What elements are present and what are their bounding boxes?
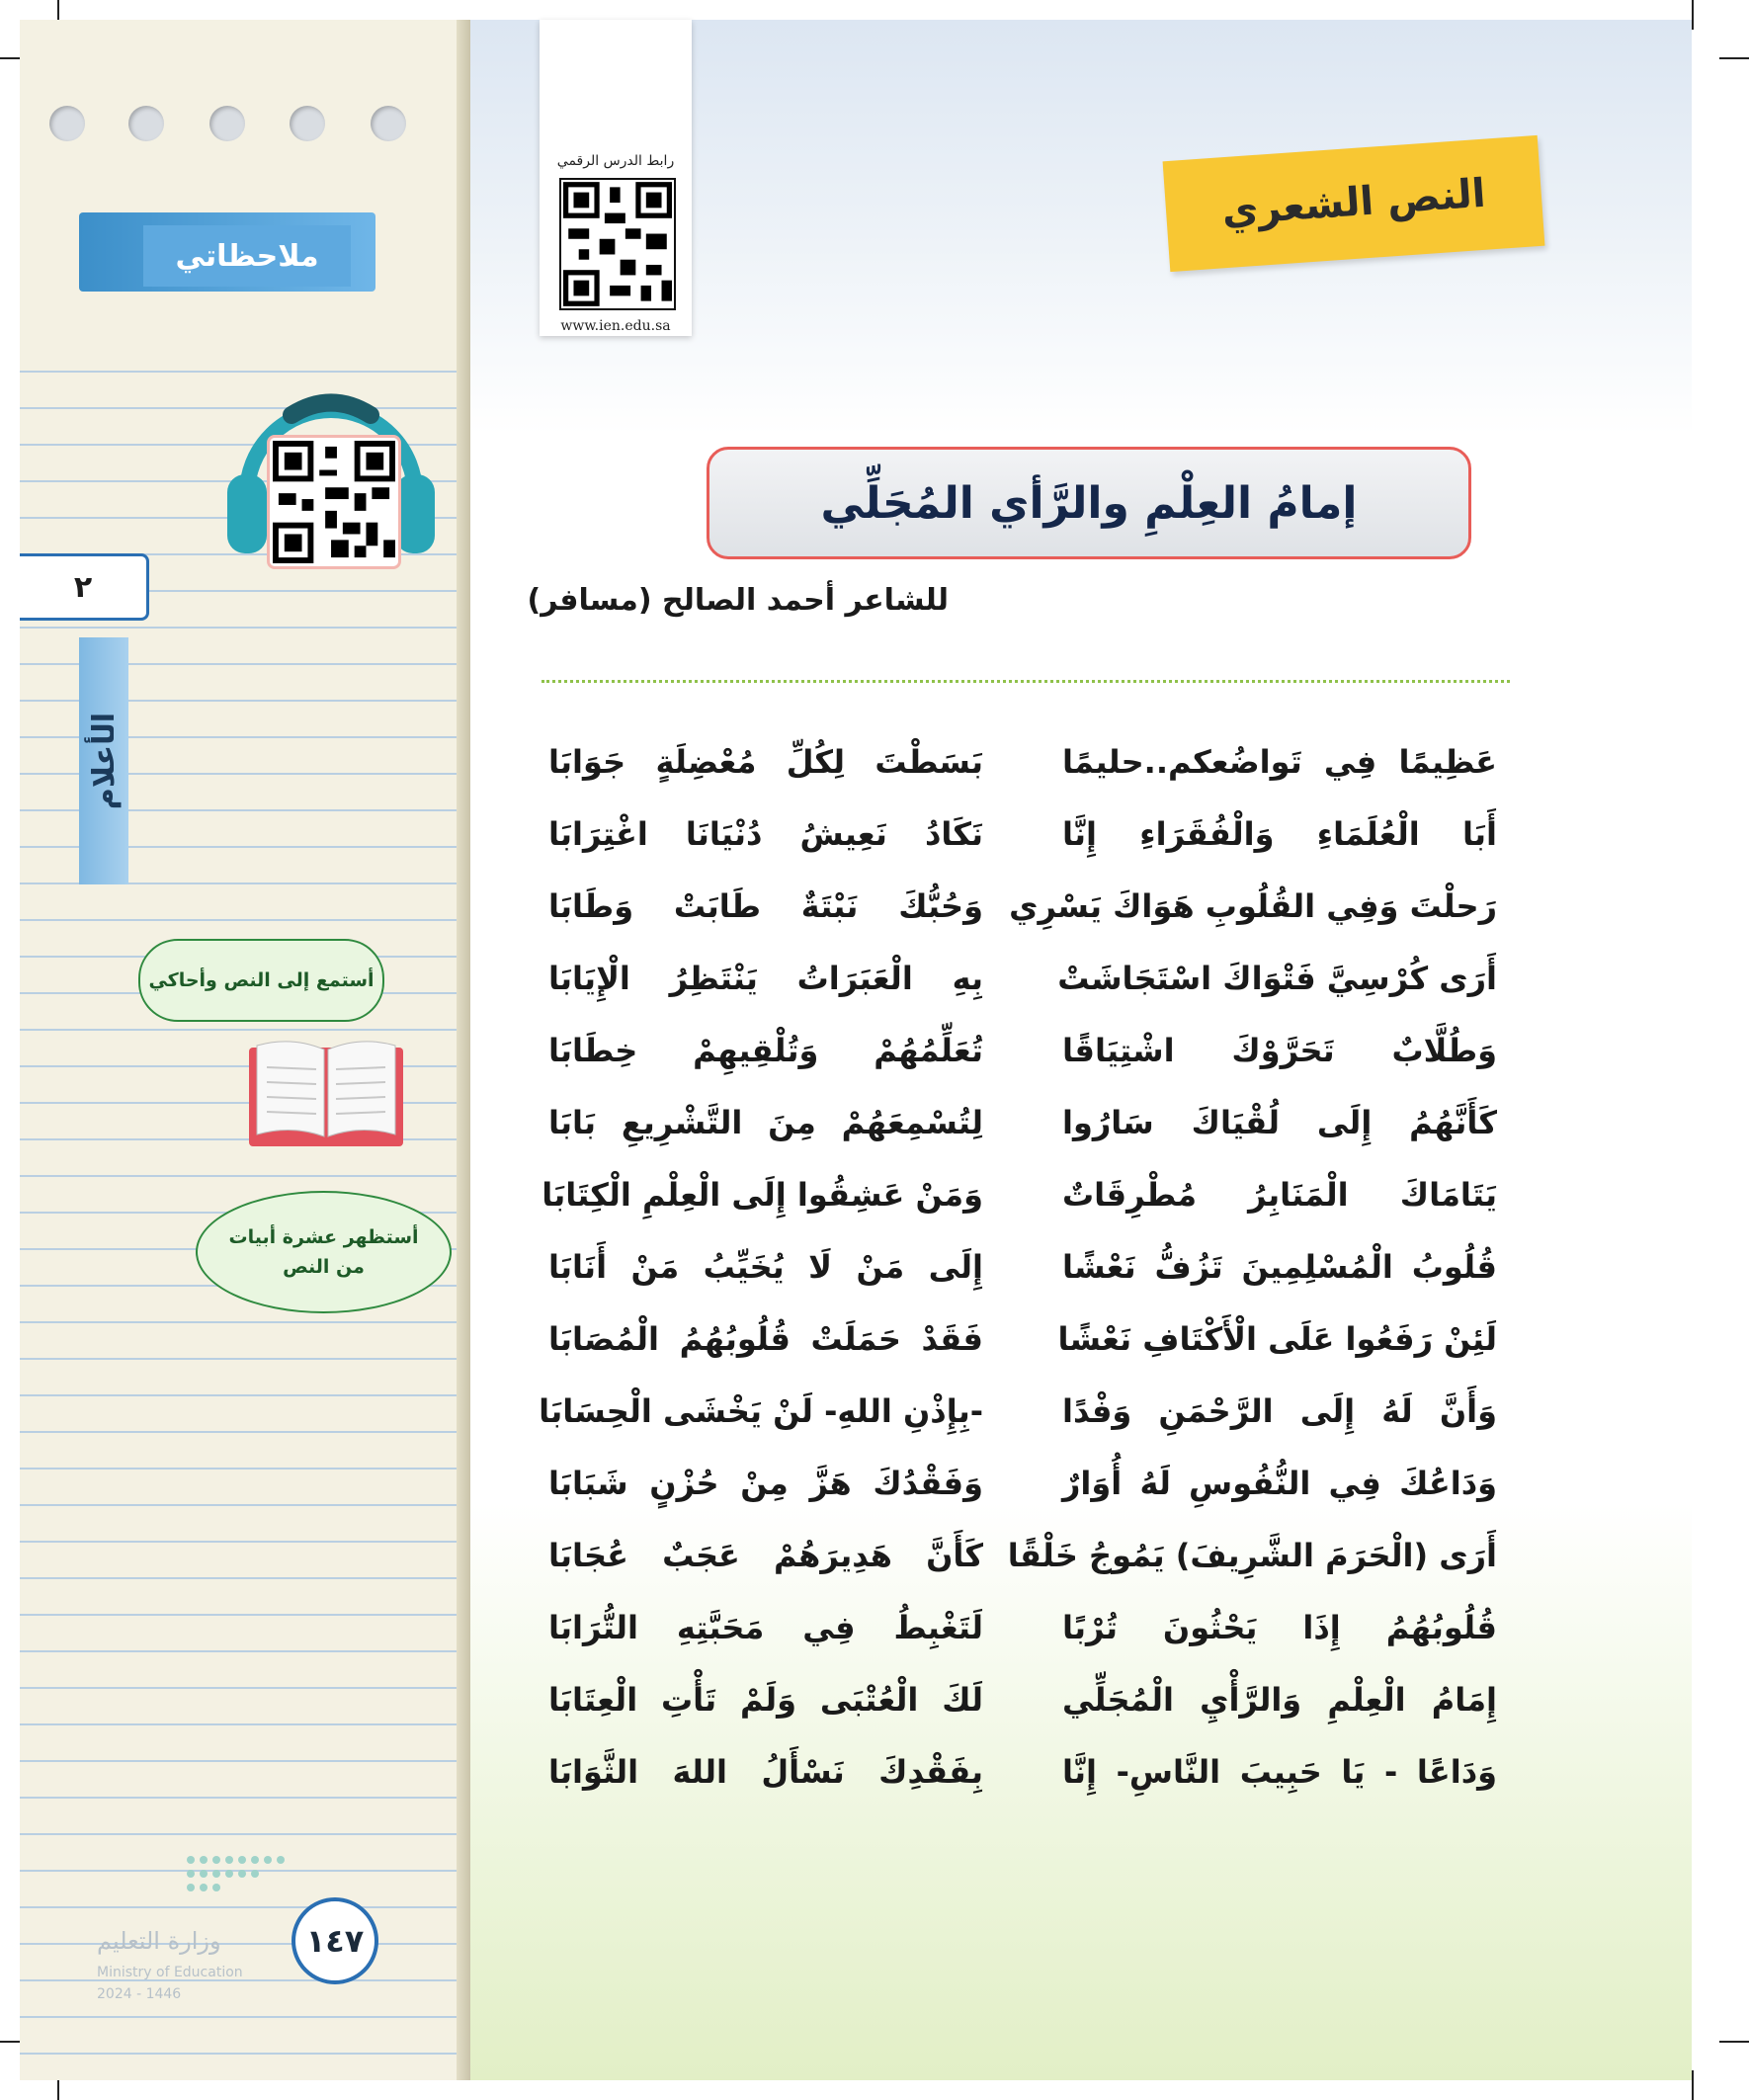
- verse-second-half: وَحُبُّكَ نَبْتَةٌ طَابَتْ وَطَابَا: [548, 887, 983, 925]
- ministry-dots-icon: [97, 1848, 304, 1907]
- binder-hole: [209, 106, 245, 141]
- digital-lesson-card[interactable]: [540, 20, 692, 336]
- listen-bubble-text: أستمع إلى النص وأحاكي: [148, 968, 375, 991]
- unit-number: ٢: [20, 553, 149, 621]
- verse-second-half: لَتَغْبِطُ فِي مَحَبَّتِهِ التُّرَابَا: [548, 1609, 983, 1646]
- binder-hole: [371, 106, 406, 141]
- verse-second-half: بِفَقْدِكَ نَسْأَلُ اللهَ الثَّوَابَا: [548, 1753, 983, 1791]
- binder-hole: [290, 106, 325, 141]
- audio-qr-code[interactable]: [267, 435, 401, 569]
- crop-mark: [1719, 57, 1749, 59]
- notes-label: ملاحظاتي: [143, 225, 351, 287]
- divider: [541, 680, 1510, 683]
- verse-first-half: وَأَنَّ لَهُ إِلَى الرَّحْمَنِ وَفْدًا: [1062, 1392, 1497, 1430]
- ministry-logo: [97, 1848, 304, 2016]
- verse-first-half: قُلُوبُهُمُ إِذَا يَحْثُونَ تُرْبًا: [1062, 1609, 1497, 1646]
- verse-second-half: -بِإِذْنِ اللهِ- لَنْ يَخْشَى الْحِسَابَا: [539, 1392, 983, 1430]
- verse-first-half: لَئِنْ رَفَعُوا عَلَى الْأَكْتَافِ نَعْشًا: [1057, 1320, 1497, 1358]
- verse-second-half: نَكَادُ نَعِيشُ دُنْيَانَا اغْتِرَابَا: [548, 815, 983, 853]
- verse-second-half: وَفَقْدُكَ هَزَّ مِنْ حُزْنٍ شَبَابَا: [548, 1465, 983, 1502]
- open-book-icon: [247, 1038, 405, 1151]
- verse-first-half: أَبَا الْعُلَمَاءِ وَالْفُقَرَاءِ إِنَّا: [1062, 815, 1497, 853]
- crop-mark: [1692, 2070, 1694, 2100]
- verse-first-half: كَأَنَّهُمُ إِلَى لُقْيَاكَ سَارُوا: [1062, 1104, 1497, 1141]
- edition-year: 2024 - 1446: [97, 1986, 182, 2002]
- verse-first-half: قُلُوبُ الْمُسْلِمِينَ تَزُفُّ نَعْشًا: [1062, 1248, 1497, 1286]
- section-title: النص الشعري: [1220, 170, 1487, 235]
- first-hemistichs-column: [1007, 726, 1497, 1808]
- verse-second-half: إِلَى مَنْ لَا يُخَيِّبُ مَنْ أَنَابَا: [548, 1248, 983, 1286]
- verse-second-half: لِتُسْمِعَهُمْ مِنَ التَّشْرِيعِ بَابَا: [548, 1104, 983, 1141]
- second-hemistichs-column: [539, 726, 983, 1808]
- verse-second-half: لَكَ الْعُتْبَى وَلَمْ تَأْتِ الْعِتَابَا: [548, 1681, 983, 1719]
- verse-first-half: وَدَاعُكَ فِي النُّفُوسِ لَهُ أُوَارٌ: [1062, 1465, 1497, 1502]
- verse-first-half: يَتَامَاكَ الْمَنَابِرُ مُطْرِقَاتٌ: [1062, 1176, 1497, 1214]
- poet-name: للشاعر أحمد الصالح (مسافر): [527, 583, 949, 618]
- unit-title: الأعلام: [86, 712, 122, 810]
- memorize-bubble-line2: من النص: [283, 1256, 365, 1278]
- ministry-name-ar: وزارة التعليم: [97, 1927, 221, 1955]
- binder-hole: [49, 106, 85, 141]
- unit-title-tab: [79, 637, 128, 884]
- verse-second-half: تُعَلِّمُهُمْ وَتُلْقِيهِمْ خِطَابَا: [548, 1032, 983, 1069]
- binder-hole: [128, 106, 164, 141]
- verse-second-half: كَأَنَّ هَدِيرَهُمْ عَجَبٌ عُجَابَا: [548, 1537, 983, 1574]
- verse-first-half: أَرَى (الْحَرَمَ الشَّرِيفَ) يَمُوجُ خَلْقًا: [1007, 1537, 1497, 1574]
- verse-second-half: بَسَطْتَ لِكُلِّ مُعْضِلَةٍ جَوَابَا: [548, 743, 983, 781]
- poem-title: إمامُ العِلْمِ والرَّأي المُجَلِّي: [707, 447, 1471, 559]
- memorize-bubble: [196, 1191, 452, 1313]
- verse-first-half: أَرَى كُرْسِيَّ فَتْوَاكَ اسْتَجَاشَتْ: [1057, 960, 1497, 997]
- notebook-spine: [457, 20, 470, 2080]
- verse-first-half: إِمَامُ الْعِلْمِ وَالرَّأْيِ الْمُجَلِّي: [1062, 1681, 1497, 1719]
- memorize-bubble-line1: أستظهر عشرة أبيات: [228, 1225, 419, 1248]
- ministry-name-en: Ministry of Education: [97, 1965, 243, 1980]
- verse-first-half: وَدَاعًا - يَا حَبِيبَ النَّاسِ- إِنَّا: [1062, 1753, 1497, 1791]
- verse-first-half: رَحلْتَ وَفِي القُلُوبِ هَوَاكَ يَسْرِي: [1009, 887, 1497, 925]
- verse-first-half: عَظِيمًا فِي تَواضُعكم..حليمًا: [1062, 743, 1497, 781]
- listen-bubble: [138, 939, 384, 1022]
- crop-mark: [1719, 2041, 1749, 2043]
- page-number: ١٤٧: [292, 1897, 378, 1984]
- verse-second-half: بِهِ الْعَبَرَاتُ يَنْتَظِرُ الْإِيَابَا: [548, 960, 983, 997]
- digital-lesson-url[interactable]: www.ien.edu.sa: [560, 318, 671, 334]
- crop-mark: [1692, 0, 1694, 30]
- digital-lesson-qr-code[interactable]: [559, 178, 676, 310]
- verse-second-half: فَقَدْ حَمَلَتْ قُلُوبُهُمُ الْمُصَابَا: [548, 1320, 983, 1358]
- verse-first-half: وَطُلَّابٌ تَحَرَّوْكَ اشْتِيَاقًا: [1062, 1032, 1497, 1069]
- digital-lesson-label: رابط الدرس الرقمي: [556, 153, 675, 169]
- verse-second-half: وَمَنْ عَشِقُوا إِلَى الْعِلْمِ الْكِتَابَا: [541, 1176, 983, 1214]
